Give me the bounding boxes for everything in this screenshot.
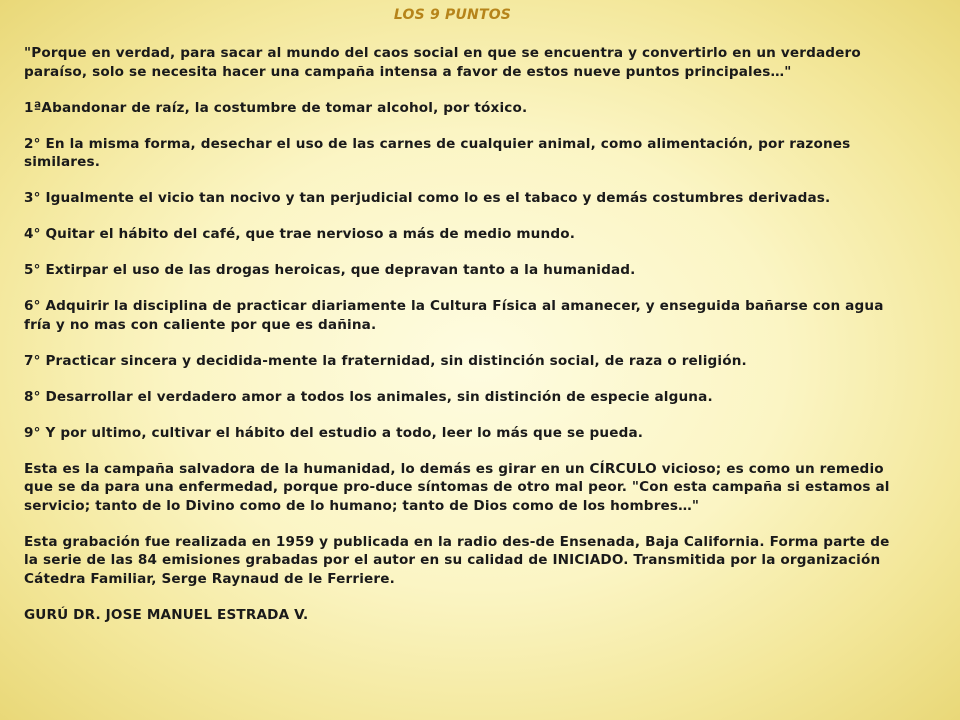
point-4: 4° Quitar el hábito del café, que trae nervioso a más de medio mundo. — [24, 226, 576, 242]
intro-quote: "Porque en verdad, para sacar al mundo del caos social en que se encuentra y convertirlo en un verdadero paraíso, solo se necesita hacer una campaña intensa a favor de estos nueve puntos principales…" — [24, 45, 861, 80]
slide-body — [24, 44, 892, 624]
point-2: 2° En la misma forma, desechar el uso de las carnes de cualquier animal, como alimentación, por razones similares. — [24, 135, 851, 170]
point-8: 8° Desarrollar el verdadero amor a todos los animales, sin distinción de especie alguna. — [24, 388, 713, 405]
campaign-paragraph: Esta es la campaña salvadora de la humanidad, lo demás es girar en un CÍRCULO vicioso; es como un remedio que se da para una enfermedad, porque pro-duce síntomas de otro mal peor. "Con esta campaña si estamos al servicio; tanto de lo Divino como de lo humano; tanto de Dios como de los hombres…" — [24, 460, 890, 514]
point-6: 6° Adquirir la disciplina de practicar diariamente la Cultura Física al amanecer, y enseguida bañarse con agua fría y no mas con caliente por que es dañina. — [24, 298, 884, 333]
point-5: 5° Extirpar el uso de las drogas heroicas, que depravan tanto a la humanidad. — [24, 262, 636, 278]
slide-title: LOS 9 PUNTOS — [393, 7, 512, 23]
author-signature: GURÚ DR. JOSE MANUEL ESTRADA V. — [24, 606, 309, 623]
recording-note: Esta grabación fue realizada en 1959 y publicada en la radio des-de Ensenada, Baja California. Forma parte de la serie de las 84 emisiones grabadas por el autor en su calidad de INICIADO. Transmitida por la organización Cátedra Familiar, Serge Raynaud de le Ferriere. — [24, 533, 890, 587]
point-7: 7° Practicar sincera y decidida-mente la fraternidad, sin distinción social, de raza o religión. — [24, 352, 747, 369]
point-1: 1ªAbandonar de raíz, la costumbre de tomar alcohol, por tóxico. — [24, 99, 528, 116]
point-3: 3° Igualmente el vicio tan nocivo y tan perjudicial como lo es el tabaco y demás costumbres derivadas. — [24, 190, 831, 206]
point-9: 9° Y por ultimo, cultivar el hábito del estudio a todo, leer lo más que se pueda. — [24, 424, 644, 441]
